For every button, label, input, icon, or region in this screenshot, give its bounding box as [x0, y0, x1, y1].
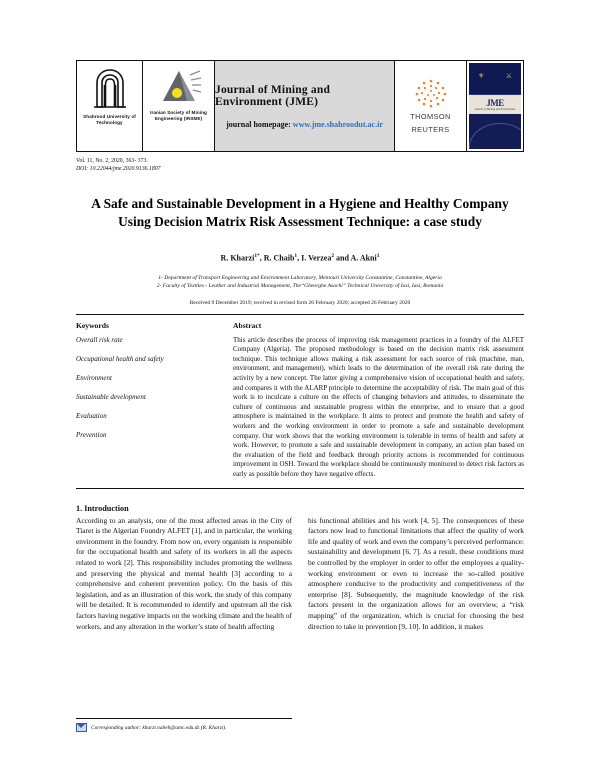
- author-sup-1: 1*: [254, 253, 260, 259]
- keyword-item: Sustainable development: [76, 392, 146, 401]
- journal-identity: [215, 61, 395, 151]
- envelope-icon: [76, 723, 87, 732]
- abstract-column: [233, 321, 524, 480]
- cover-art: [469, 63, 521, 149]
- title-line-1: A Safe and Sustainable Development in a Hygiene and Healthy Company: [91, 196, 509, 211]
- introduction-column-right: his functional abilities and his work [4, 5]. The consequences of these factors now lead to functional limitations that affect the quality of work life and quality of work and even the company’s perceived performance: sustainability and development [6, 7]. As a result, these conditions must be controlled by the employer in order to offer the employees a quality-working environment or even to increase the so-called positive atmosphere conducive to the productivity and competitiveness of the enterprise [8]. Subsequently, the magnitude knowledge of the risk factors present in the organization allows for an overview, a “risk mapping” of the organization, which is crucial for choosing the best direction to take in prevention [9, 10]. In addition, it makes: [308, 515, 524, 631]
- author-sup-3: 2: [331, 253, 335, 259]
- affiliation-1: 1- Department of Transport Engineering and Environment Laboratory, Mentouri University Constantine, Constantine, Algeria: [158, 274, 442, 281]
- thomson-reuters-logo: [395, 61, 467, 151]
- cover-top-band: [469, 63, 521, 95]
- introduction-section: [76, 504, 524, 633]
- keywords-column: [76, 321, 233, 480]
- volume-line: Vol. 11, No. 2, 2020, 363- 373.: [76, 158, 148, 164]
- shahrood-logo-caption: Shahrood University of Technology: [83, 114, 136, 125]
- introduction-column-left: According to an analysis, one of the most affected areas in the City of Tiaret is the Algerian Foundry ALFET [1], and in particular, the working environment in the foundry. From now on, every organism is responsible for the occupational health and safety of its workers in all the aspects related to work [2]. This responsibility includes promoting the wellness and preserving the physical and mental health [3] according to a comprehensive and coherent prevention policy. On the basis of this legislation, and as an illustration of this work, the study of this company will be detailed. It is recommended to identify and upstream all the risk factors having negative impacts on the working climate and the health of workers, and any alteration in the worker’s state of health affecting: [76, 515, 292, 631]
- doi-line[interactable]: DOI: 10.22044/jme.2020.9136.1807: [76, 166, 161, 172]
- footnote-text[interactable]: Corresponding author: kharzi.nabeh@umc.edu.dz (R. Kharzi).: [91, 724, 227, 731]
- title-line-2: Using Decision Matrix Risk Assessment Technique: a case study: [118, 214, 482, 229]
- cover-title: JME: [486, 97, 504, 108]
- cover-subtitle: Journal of Mining and Environment: [474, 107, 516, 111]
- introduction-columns: [76, 516, 524, 633]
- keyword-item: Prevention: [76, 430, 107, 439]
- cover-masthead-band: [469, 95, 521, 114]
- abstract-heading: Abstract: [233, 320, 262, 330]
- page-title: [76, 195, 524, 231]
- keywords-abstract-block: [76, 315, 524, 480]
- keyword-item: Evaluation: [76, 411, 107, 420]
- shahrood-university-logo: [77, 61, 143, 151]
- author-list: R. Kharzi$^{1*}$, R. Chaib$^1$, I. Verzea$^2$ and A. Akni$^1$: [220, 253, 380, 263]
- thomson-label-1: THOMSON: [410, 112, 451, 121]
- affiliation-2: 2- Faculty of Textiles - Leather and Industrial Management, The“Gheorghe Asachi” Technical University of Iasi, Iasi, Romania: [156, 282, 444, 289]
- journal-cover-thumbnail: [467, 61, 523, 151]
- author-sup-2: 1: [294, 253, 298, 259]
- corresponding-author-footnote: [76, 718, 292, 732]
- keywords-heading: Keywords: [76, 320, 109, 330]
- keyword-item: Environment: [76, 373, 112, 382]
- cover-emblem-left-icon: ⚜: [478, 72, 485, 80]
- cover-bottom-band: [469, 114, 521, 149]
- irsme-logo: [143, 61, 215, 151]
- received-dates: Received 9 December 2019; received in revised form 26 February 2020; accepted 26 February 2020: [189, 299, 411, 306]
- author-sup-4: 1: [376, 253, 380, 259]
- keyword-item: Overall risk rate: [76, 335, 123, 344]
- introduction-heading: 1. Introduction: [76, 503, 129, 513]
- keyword-item: Occupational health and safety: [76, 354, 164, 363]
- journal-title: Journal of Mining and Environment (JME): [215, 83, 331, 108]
- affiliations: [76, 274, 524, 290]
- homepage-link[interactable]: www.jme.shahroodut.ac.ir: [292, 119, 383, 129]
- journal-homepage-line: [226, 120, 383, 129]
- homepage-label: journal homepage:: [226, 119, 291, 129]
- abstract-bottom-rule: [76, 488, 524, 489]
- thomson-label-2: REUTERS: [411, 125, 450, 134]
- thomson-dots-icon: [414, 78, 448, 108]
- page-content: [76, 60, 524, 632]
- issue-info: [76, 157, 524, 173]
- irsme-logo-caption: Iranian Society of Mining Engineering (IRSME): [150, 110, 207, 121]
- cover-emblem-right-icon: ⚔: [505, 72, 512, 80]
- footnote-rule: [76, 718, 292, 719]
- abstract-text: This article describes the process of improving risk management practices in a foundry of the ALFET Company (Algeria). The proposed methodology is based on the decision matrix risk assessment technique. This technique allows making a risk assessment for each source of risk (machine, man, environment, and management), which leads to the determination of the overall risk rate during the activity by a new concept. The latter giving a comprehensive vision of occupational health and safety, and compares it with the ALARP principle to determine the acceptability of risk. The main goal of this work is to inculcate a culture on the effects of changing behaviors and attitudes, to disseminate the culture of continuous and sustainable progress within the enterprise, and to ensure that a good atmosphere is maintained in the workplace. It aims to protect and promote the health and safety of workers and the working environment in order to promote a safe and sustainable development company. Our work shows that the working environment is tolerable in terms of health and safety at work. However, to promote a safe and sustainable development in company, an action plan based on the evaluation of the field and feedback through priority actions is recommended for continuous improvement in OSH. Toward the workplace should be continuously monitored to detect risk factors as early as possible before they have negative effects.: [233, 335, 524, 478]
- journal-masthead: [76, 60, 524, 152]
- footnote-line: [76, 723, 292, 732]
